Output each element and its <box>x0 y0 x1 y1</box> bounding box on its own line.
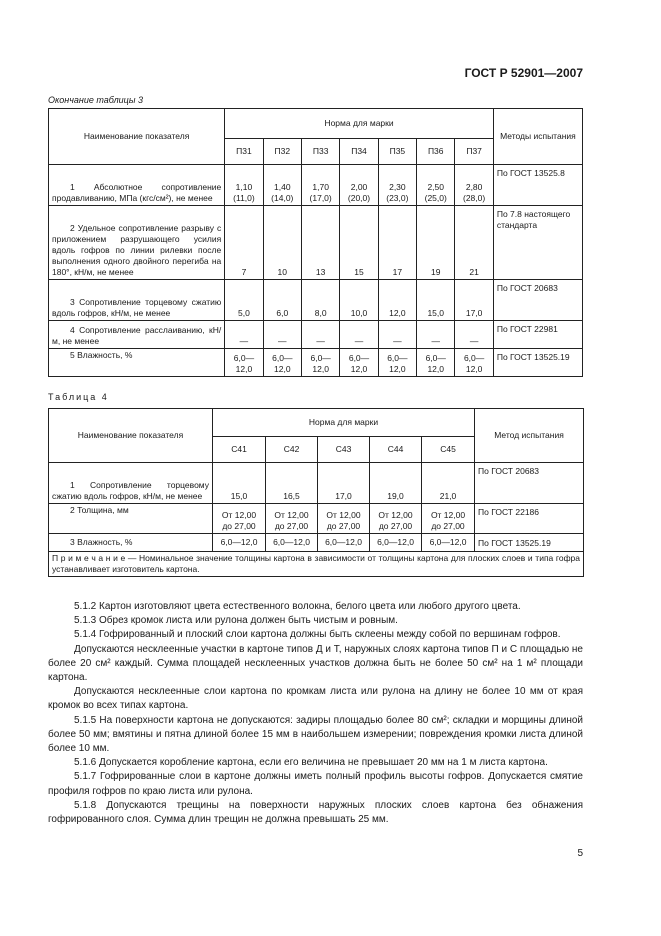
row-method: По 7.8 настоящего стандарта <box>493 206 582 280</box>
row-value: 6,0 <box>263 280 301 321</box>
row-value: 16,5 <box>266 463 318 504</box>
grade-header: П32 <box>263 139 301 165</box>
row-name: 1 Абсолютное сопротивление продавливанию, МПа (кгс/см²), не менее <box>49 165 225 206</box>
grade-header: С43 <box>318 437 370 463</box>
row-value: — <box>417 321 455 349</box>
row-value: 19,0 <box>370 463 422 504</box>
row-name: 5 Влажность, % <box>49 349 225 377</box>
header-indicator: Наименование показателя <box>49 109 225 165</box>
row-value: 6,0— 12,0 <box>263 349 301 377</box>
row-value: 6,0—12,0 <box>266 534 318 552</box>
table-row <box>49 349 583 377</box>
table-row <box>49 280 583 321</box>
row-value: 6,0— 12,0 <box>378 349 416 377</box>
row-value: От 12,00 до 27,00 <box>422 504 475 534</box>
row-value: — <box>340 321 378 349</box>
row-value: 1,10 (11,0) <box>225 165 263 206</box>
row-value: 6,0—12,0 <box>370 534 422 552</box>
row-value: 12,0 <box>378 280 416 321</box>
row-value: 1,40 (14,0) <box>263 165 301 206</box>
row-name: 4 Сопротивление расслаиванию, кН/м, не менее <box>49 321 225 349</box>
paragraph: 5.1.4 Гофрированный и плоский слои картона должны быть склеены между собой по вершинам гофров. <box>74 629 561 641</box>
row-value: 1,70 (17,0) <box>301 165 339 206</box>
row-value: 15,0 <box>213 463 266 504</box>
grade-header: С42 <box>266 437 318 463</box>
row-value: 6,0— 12,0 <box>340 349 378 377</box>
header-indicator: Наименование показателя <box>49 409 213 463</box>
paragraph: 5.1.7 Гофрированные слои в картоне должны иметь полный профиль высоты гофров. Допускается смятие профиля гофров по краю листа или рулона. <box>48 771 583 797</box>
row-value: 21 <box>455 206 493 280</box>
row-method: По ГОСТ 22981 <box>493 321 582 349</box>
row-value: 6,0— 12,0 <box>301 349 339 377</box>
row-value: 7 <box>225 206 263 280</box>
row-value: 15,0 <box>417 280 455 321</box>
row-value: — <box>378 321 416 349</box>
paragraph: 5.1.5 На поверхности картона не допускаются: задиры площадью более 80 см²; складки и морщины длиной более 50 мм; вмятины и пятна длиной более 15 мм в наибольшем измерении; повреждения кромки листа длиной более 10 мм. <box>48 714 583 755</box>
row-value: — <box>263 321 301 349</box>
table-note-row <box>49 552 584 577</box>
row-value: От 12,00 до 27,00 <box>370 504 422 534</box>
row-value: 2,30 (23,0) <box>378 165 416 206</box>
row-value: — <box>455 321 493 349</box>
grade-header: С44 <box>370 437 422 463</box>
page-number: 5 <box>577 848 583 859</box>
grade-header: П33 <box>301 139 339 165</box>
header-norm: Норма для марки <box>225 109 494 139</box>
table-row <box>49 504 584 534</box>
table-row <box>49 463 584 504</box>
table3-caption: Окончание таблицы 3 <box>48 95 143 105</box>
grade-header: П31 <box>225 139 263 165</box>
row-method: По ГОСТ 13525.19 <box>475 534 584 552</box>
row-name: 1 Сопротивление торцевому сжатию вдоль гофров, кН/м, не менее <box>49 463 213 504</box>
grade-header: С41 <box>213 437 266 463</box>
row-method: По ГОСТ 20683 <box>493 280 582 321</box>
table3 <box>48 108 583 377</box>
row-method: По ГОСТ 13525.19 <box>493 349 582 377</box>
grade-header: П37 <box>455 139 493 165</box>
table-note: П р и м е ч а н и е — Номинальное значение толщины картона в зависимости от толщины картона для плоских слоев и типа гофра устанавливает изготовитель картона. <box>49 552 584 577</box>
table-row <box>49 321 583 349</box>
grade-header: П34 <box>340 139 378 165</box>
body-text <box>48 600 583 827</box>
row-name: 2 Удельное сопротивление разрыву с приложением разрушающего усилия вдоль гофров по линии рилевки после выполнения одного двойного перегиба на 180°, кН/м, не менее <box>49 206 225 280</box>
row-value: 6,0— 12,0 <box>225 349 263 377</box>
row-value: — <box>225 321 263 349</box>
row-value: 6,0—12,0 <box>422 534 475 552</box>
row-value: 2,50 (25,0) <box>417 165 455 206</box>
row-value: 19 <box>417 206 455 280</box>
grade-header: П35 <box>378 139 416 165</box>
header-norm: Норма для марки <box>213 409 475 437</box>
row-value: От 12,00 до 27,00 <box>213 504 266 534</box>
grade-header: П36 <box>417 139 455 165</box>
row-value: 6,0—12,0 <box>213 534 266 552</box>
document-id: ГОСТ Р 52901—2007 <box>464 66 583 80</box>
row-value: 2,00 (20,0) <box>340 165 378 206</box>
row-name: 2 Толщина, мм <box>49 504 213 534</box>
table4-caption: Таблица 4 <box>48 392 109 402</box>
table-row <box>49 534 584 552</box>
row-value: 15 <box>340 206 378 280</box>
row-value: 17,0 <box>455 280 493 321</box>
row-method: По ГОСТ 13525.8 <box>493 165 582 206</box>
row-value: 6,0— 12,0 <box>417 349 455 377</box>
paragraph: 5.1.8 Допускаются трещины на поверхности наружных плоских слоев картона без обнажения гофрированного слоя. Сумма длин трещин не должна превышать 25 мм. <box>48 799 583 826</box>
row-value: 17,0 <box>318 463 370 504</box>
table-row <box>49 165 583 206</box>
header-method: Методы испытания <box>493 109 582 165</box>
paragraph: Допускаются несклеенные участки в картоне типов Д и Т, наружных слоях картона типов П и С площадью не более 20 см² каждый. Сумма площадей несклеенных участков должна быть не более 50 см² на 1 м² площади картона. <box>48 643 583 684</box>
row-value: 2,80 (28,0) <box>455 165 493 206</box>
grade-header: С45 <box>422 437 475 463</box>
paragraph: 5.1.6 Допускается коробление картона, если его величина не превышает 20 мм на 1 м листа картона. <box>74 757 548 769</box>
row-name: 3 Сопротивление торцевому сжатию вдоль гофров, кН/м, не менее <box>49 280 225 321</box>
table-row <box>49 206 583 280</box>
row-method: По ГОСТ 22186 <box>475 504 584 534</box>
row-value: 13 <box>301 206 339 280</box>
table4 <box>48 408 584 577</box>
header-method: Метод испытания <box>475 409 584 463</box>
row-value: 10 <box>263 206 301 280</box>
row-value: От 12,00 до 27,00 <box>318 504 370 534</box>
paragraph: Допускаются несклеенные слои картона по кромкам листа или рулона на длину не более 10 мм от края кромок во всех типах картона. <box>48 686 583 712</box>
row-value: 6,0—12,0 <box>318 534 370 552</box>
row-value: 10,0 <box>340 280 378 321</box>
row-method: По ГОСТ 20683 <box>475 463 584 504</box>
row-name: 3 Влажность, % <box>49 534 213 552</box>
row-value: 21,0 <box>422 463 475 504</box>
row-value: 8,0 <box>301 280 339 321</box>
paragraph: 5.1.3 Обрез кромок листа или рулона должен быть чистым и ровным. <box>74 615 398 627</box>
row-value: 17 <box>378 206 416 280</box>
row-value: 5,0 <box>225 280 263 321</box>
paragraph: 5.1.2 Картон изготовляют цвета естественного волокна, белого цвета или любого другого цвета. <box>74 601 521 612</box>
row-value: — <box>301 321 339 349</box>
row-value: От 12,00 до 27,00 <box>266 504 318 534</box>
row-value: 6,0— 12,0 <box>455 349 493 377</box>
